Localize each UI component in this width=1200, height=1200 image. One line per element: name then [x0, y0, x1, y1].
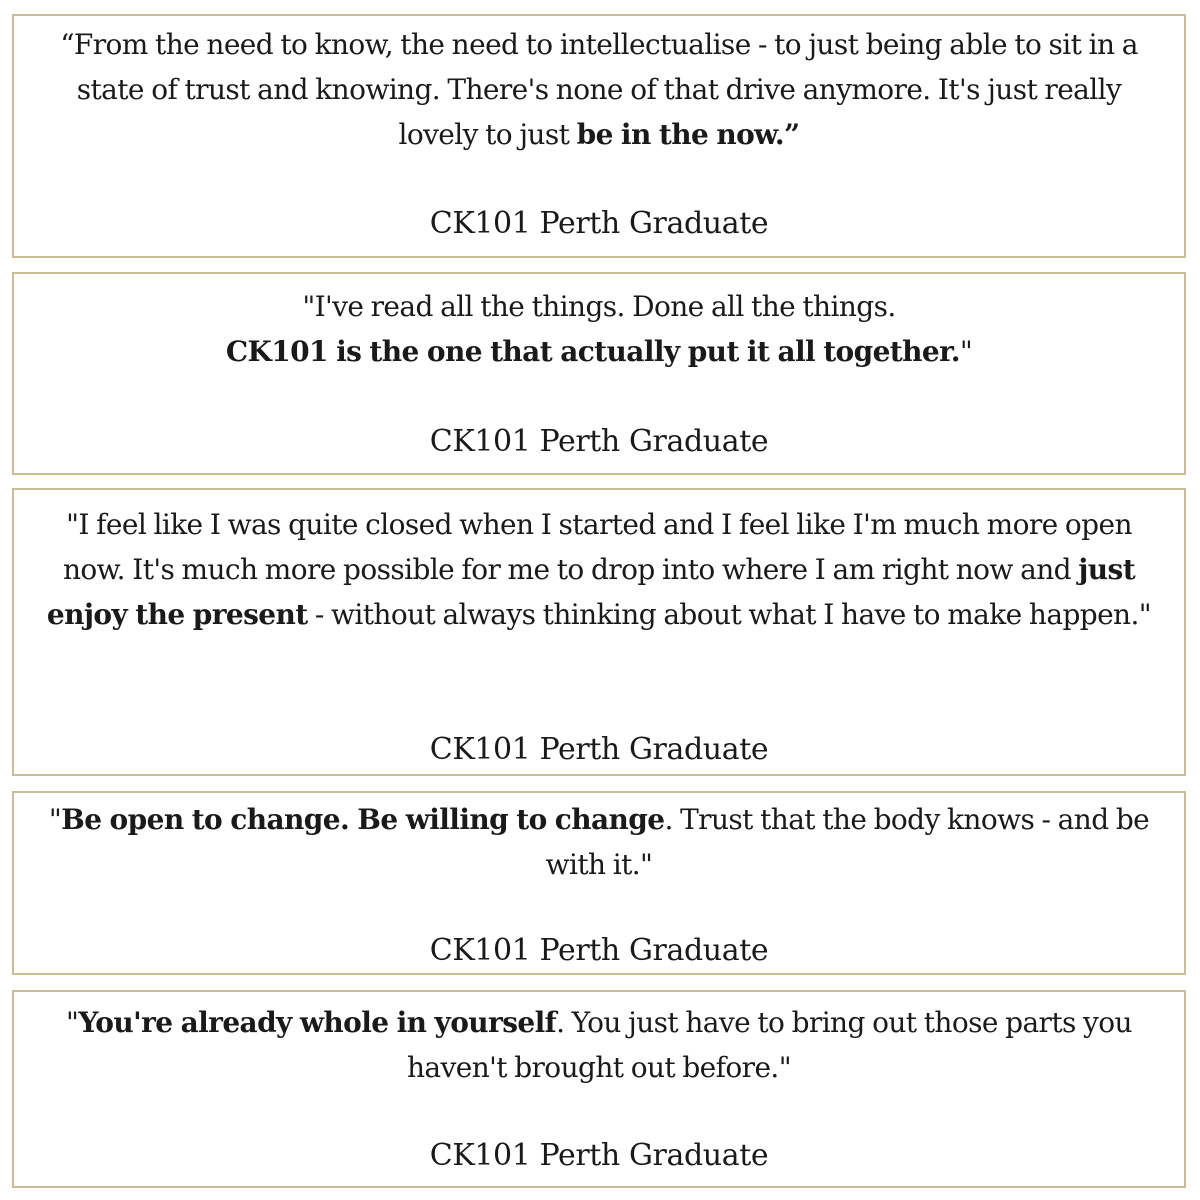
- quote-text-end: ": [959, 335, 973, 368]
- quote-text: ": [48, 803, 62, 836]
- quote-emphasis: be in the now.”: [576, 118, 800, 151]
- quote-emphasis: CK101 is the one that actually put it all together.: [225, 335, 960, 368]
- quote-emphasis: You're already whole in yourself: [78, 1006, 557, 1039]
- testimonial-card: [12, 272, 1186, 475]
- quote-text-end: - without always thinking about what I have to make happen.": [307, 598, 1152, 631]
- testimonial-quote: [34, 284, 1164, 374]
- testimonial-quote: [34, 22, 1164, 157]
- quote-emphasis: Be open to change. Be willing to change: [61, 803, 665, 836]
- quote-text: "I've read all the things. Done all the things.: [302, 290, 896, 323]
- testimonial-attribution: CK101 Perth Graduate: [429, 424, 769, 459]
- quote-emphasis: just enjoy the present: [46, 553, 1136, 631]
- testimonial-card: [12, 791, 1186, 975]
- quote-text: “From the need to know, the need to intellectualise - to just being able to sit in a state of trust and knowing. There's none of that drive anymore. It's just really lovely to just: [60, 28, 1138, 151]
- testimonial-card: [12, 990, 1186, 1188]
- quote-text-end: . Trust that the body knows - and be with it.": [545, 803, 1150, 881]
- testimonial-quote: [34, 797, 1164, 887]
- testimonial-card: [12, 488, 1186, 776]
- testimonial-attribution: CK101 Perth Graduate: [429, 732, 769, 767]
- testimonial-attribution: CK101 Perth Graduate: [429, 1138, 769, 1173]
- quote-text: "I feel like I was quite closed when I started and I feel like I'm much more open now. It's much more possible for me to drop into where I am right now and: [62, 508, 1132, 586]
- quote-text: ": [66, 1006, 79, 1039]
- testimonial-card: [12, 14, 1186, 258]
- quote-text-end: . You just have to bring out those parts you haven't brought out before.": [407, 1006, 1132, 1084]
- testimonial-quote: [34, 1000, 1164, 1090]
- testimonial-attribution: CK101 Perth Graduate: [429, 206, 769, 241]
- testimonial-attribution: CK101 Perth Graduate: [429, 933, 769, 968]
- testimonial-quote: [34, 502, 1164, 637]
